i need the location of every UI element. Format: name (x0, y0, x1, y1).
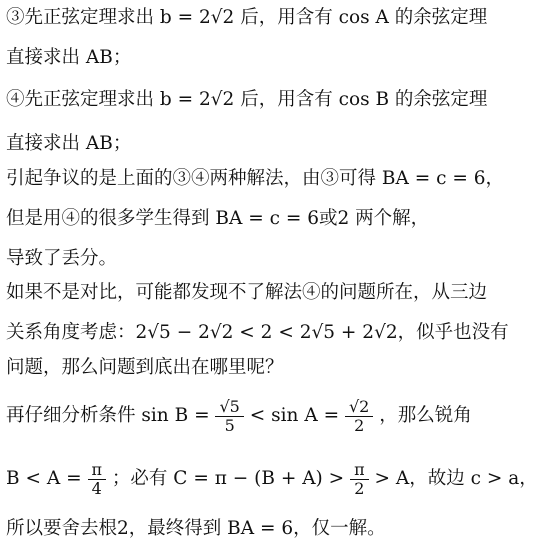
text-line-8: 如果不是对比，可能都发现不了解法④的问题所在，从三边 (6, 282, 488, 303)
fraction-sqrt2-over-2 (347, 398, 371, 435)
text-line-2: 直接求出 AB； (6, 47, 132, 68)
text-line-12 (6, 452, 538, 506)
fraction-pi-over-4 (90, 461, 105, 498)
fraction-numerator: π (91, 459, 103, 479)
fraction-denominator: 4 (88, 479, 107, 498)
fraction-denominator: 2 (350, 479, 369, 498)
text-line-9: 关系角度考虑：2√5 − 2√2 < 2 < 2√5 + 2√2，似乎也没有 (6, 322, 509, 343)
line-11-mid: < sin A = (249, 405, 340, 426)
text-line-7: 导致了丢分。 (6, 248, 118, 269)
fraction-numerator: √5 (219, 396, 240, 416)
text-line-6: 但是用④的很多学生得到 BA = c = 6或2 两个解， (6, 208, 430, 229)
line-11-before: 再仔细分析条件 sin B = (6, 405, 210, 426)
text-line-1: ③先正弦定理求出 b = 2√2 后，用含有 cos A 的余弦定理 (6, 7, 488, 28)
fraction-denominator: 5 (215, 416, 243, 435)
text-line-5: 引起争议的是上面的③④两种解法，由③可得 BA = c = 6， (6, 168, 504, 189)
text-line-11 (6, 389, 494, 443)
text-line-10: 问题，那么问题到底出在哪里呢？ (6, 357, 284, 378)
fraction-pi-over-2 (352, 461, 367, 498)
fraction-numerator: π (354, 459, 365, 479)
line-12-mid: ；必有 C = π − (B + A) > (111, 468, 345, 489)
text-line-13: 所以要舍去根2，最终得到 BA = 6，仅一解。 (6, 518, 386, 539)
line-12-before: B < A = (6, 468, 82, 489)
text-line-3: ④先正弦定理求出 b = 2√2 后，用含有 cos B 的余弦定理 (6, 89, 488, 110)
fraction-denominator: 2 (345, 416, 373, 435)
fraction-sqrt5-over-5 (217, 398, 241, 435)
text-line-4: 直接求出 AB； (6, 133, 132, 154)
line-12-after: > A，故边 c > a， (374, 468, 538, 489)
line-11-after: ，那么锐角 (379, 405, 472, 426)
fraction-numerator: √2 (348, 396, 370, 416)
